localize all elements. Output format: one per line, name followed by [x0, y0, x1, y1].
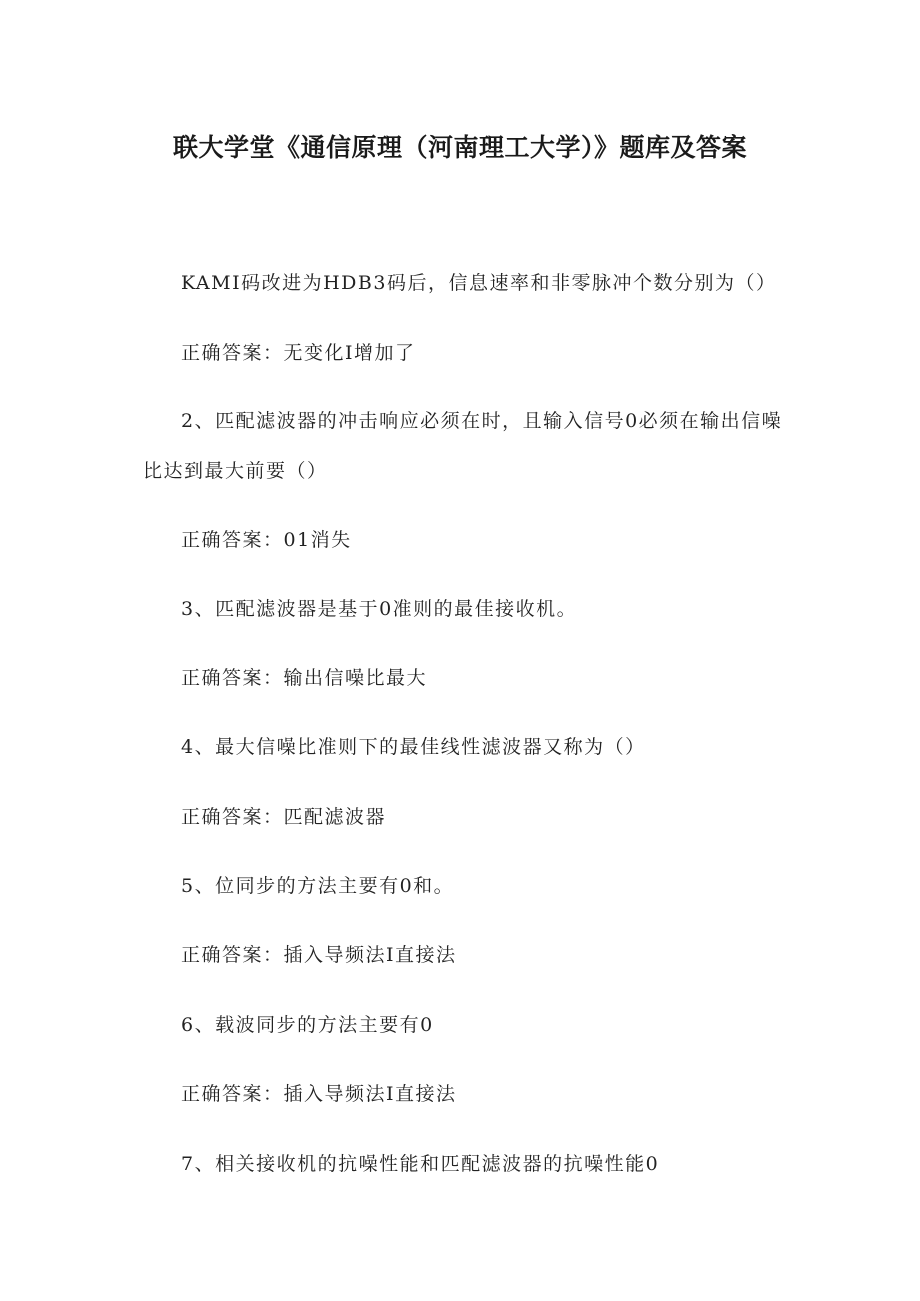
answer-1-text: 正确答案：无变化I增加了	[181, 342, 416, 364]
question-2-text-line2: 比达到最大前要（）	[143, 460, 328, 482]
answer-6-text: 正确答案：插入导频法I直接法	[181, 1083, 457, 1105]
document-title: 联大学堂《通信原理（河南理工大学）》题库及答案	[172, 133, 747, 162]
question-7-text: 7、相关接收机的抗噪性能和匹配滤波器的抗噪性能0	[181, 1153, 660, 1175]
answer-4-text: 正确答案：匹配滤波器	[181, 806, 387, 828]
question-6-text: 6、载波同步的方法主要有0	[181, 1014, 434, 1036]
question-5-text: 5、位同步的方法主要有0和。	[181, 875, 455, 897]
question-2-text-line1: 2、匹配滤波器的冲击响应必须在时，且输入信号0必须在输出信噪	[181, 410, 783, 432]
question-1-text: KAMI码改进为HDB3码后，信息速率和非零脉冲个数分别为（）	[181, 272, 777, 294]
answer-3-text: 正确答案：输出信噪比最大	[181, 667, 428, 689]
question-4-text: 4、最大信噪比准则下的最佳线性滤波器又称为（）	[181, 736, 646, 758]
answer-2-text: 正确答案：01消失	[181, 529, 352, 551]
question-3-text: 3、匹配滤波器是基于0准则的最佳接收机。	[181, 598, 578, 620]
answer-5-text: 正确答案：插入导频法I直接法	[181, 944, 457, 966]
